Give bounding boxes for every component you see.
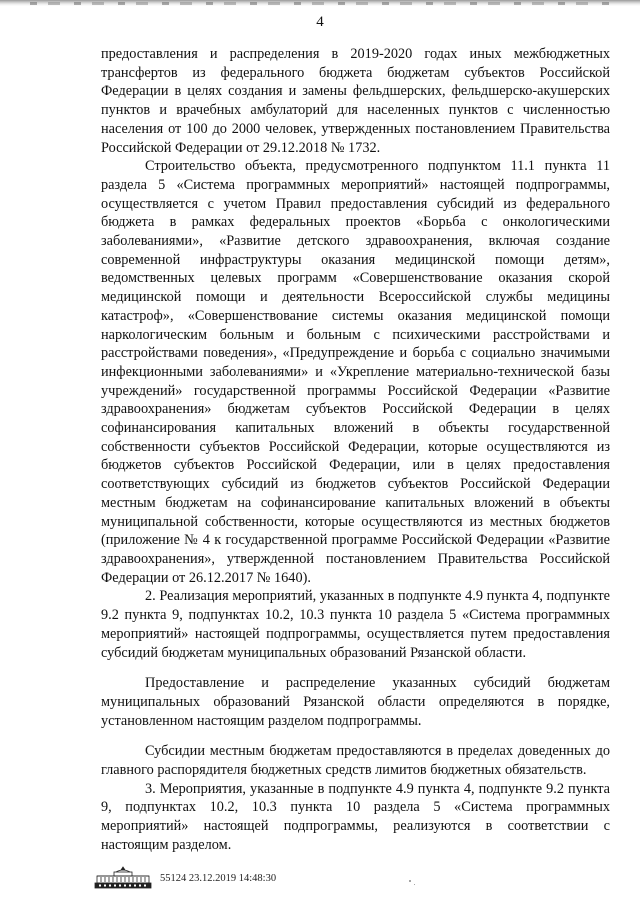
document-stamp-id: 55124 23.12.2019 14:48:30 <box>160 872 277 884</box>
scan-top-noise <box>30 2 610 5</box>
government-building-seal-icon <box>94 866 152 890</box>
paragraph-item-2: 2. Реализация мероприятий, указанных в подпункте 4.9 пункта 4, подпункте 9.2 пункта 9, подпунктах 10.2, 10.3 пункта 10 раздела 5 «Система программных мероприятий» настоящей подпрограммы, осуществляется путем предоставления субсидий бюджетам муниципальных образований Рязанской области. <box>101 588 610 661</box>
page-number: 4 <box>316 14 324 30</box>
paragraph-construction-subsidies: Строительство объекта, предусмотренного подпунктом 11.1 пункта 11 раздела 5 «Система программных мероприятий» настоящей подпрограммы, осуществляется с учетом Правил предоставления субсидий из федерального бюджета в рамках федеральных проектов «Борьба с онкологическими заболеваниями», «Развитие детского здравоохранения, включая создание современной инфраструктуры оказания медицинской помощи детям», ведомственных целевых программ «Совершенствование оказания скорой медицинской помощи и деятельности Всероссийской службы медицины катастроф», «Совершенствование системы оказания медицинской помощи наркологическим больным и больным с психическими расстройствами и расстройствами поведения», «Предупреждение и борьба с социально значимыми инфекционными заболеваниями» и «Укрепление материально-технической базы учреждений» государственной программы Российской Федерации «Развитие здравоохранения» бюджетам субъектов Российской Федерации в целях софинансирования капитальных вложений в объекты государственной собственности субъектов Российской Федерации, которые осуществляются из бюджетов субъектов Российской Федерации, или в целях предоставления соответствующих субсидий из бюджетов субъектов Российской Федерации местным бюджетам на софинансирование капитальных вложений в объекты муниципальной собственности, которые осуществляются из местных бюджетов (приложение № 4 к государственной программе Российской Федерации «Развитие здравоохранения», утвержденной постановлением Правительства Российской Федерации от 26.12.2017 № 1640). <box>101 158 610 586</box>
document-footer <box>94 866 276 890</box>
scan-speck <box>414 884 415 885</box>
scan-speck <box>409 880 411 882</box>
document-body <box>101 45 610 855</box>
paragraph-continuation: предоставления и распределения в 2019-2020 годах иных межбюджетных трансфертов из федерального бюджета бюджетам субъектов Российской Федерации в целях создания и замены фельдшерских, фельдшерско-акушерских пунктов и врачебных амбулаторий для населенных пунктов с численностью населения от 100 до 2000 человек, утвержденных постановлением Правительства Российской Федерации от 29.12.2018 № 1732. <box>101 46 610 156</box>
paragraph-item-3: 3. Мероприятия, указанные в подпункте 4.9 пункта 4, подпункте 9.2 пункта 9, подпунктах 10.2, 10.3 пункта 10 раздела 5 «Система программных мероприятий» настоящей подпрограммы, реализуются в соответствии с настоящим разделом. <box>101 780 610 853</box>
paragraph-distribution: Предоставление и распределение указанных субсидий бюджетам муниципальных образований Рязанской области определяются в порядке, установленном настоящим разделом подпрограммы. <box>101 675 610 729</box>
paragraph-local-budgets: Субсидии местным бюджетам предоставляются в пределах доведенных до главного распорядителя бюджетных средств лимитов бюджетных обязательств. <box>101 743 610 779</box>
